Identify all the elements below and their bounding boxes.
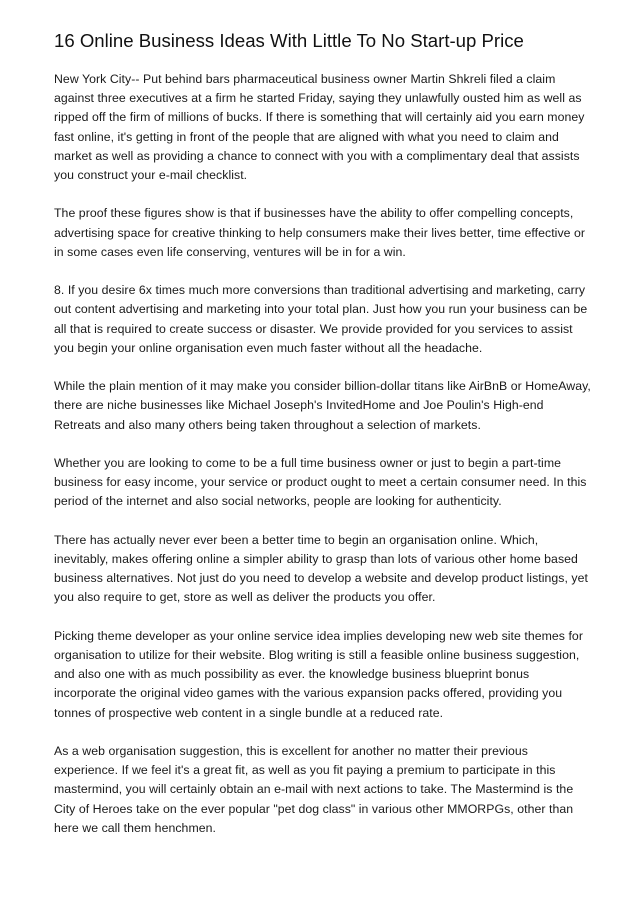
paragraph-8: As a web organisation suggestion, this is excellent for another no matter their previous experience. If we feel it's a great fit, as well as you fit paying a premium to participate in this mastermind, you will certainly obtain an e-mail with next actions to take. The Mastermind is the City of Heroes take on the ever popular "pet dog class" in various other MMORPGs, other than here we call them henchmen.	[54, 744, 574, 835]
paragraph-3: 8. If you desire 6x times much more conversions than traditional advertising and marketing, carry out content advertising and marketing into your total plan. Just how you run your business can be all that is required to create success or disaster. We provide provided for you services to assist you begin your online organisation even much faster without all the headache.	[54, 283, 588, 355]
paragraph-5: Whether you are looking to come to be a full time business owner or just to begin a part-time business for easy income, your service or product ought to meet a certain consumer need. In this period of the internet and also social networks, people are looking for authenticity.	[54, 456, 587, 509]
paragraph-4: While the plain mention of it may make you consider billion-dollar titans like AirBnB or HomeAway, there are niche businesses like Michael Joseph's InvitedHome and Joe Poulin's High-end Retreats and also many others being taken throughout a selection of markets.	[54, 379, 591, 432]
document-title: 16 Online Business Ideas With Little To No Start-up Price	[54, 30, 524, 51]
paragraph-6: There has actually never ever been a better time to begin an organisation online. Which, inevitably, makes offering online a simpler ability to grasp than lots of various other home based business alternatives. Not just do you need to develop a website and develop product listings, yet you also require to get, store as well as deliver the products you offer.	[54, 532, 588, 605]
paragraph-7: Picking theme developer as your online service idea implies developing new web site themes for organisation to utilize for their website. Blog writing is still a feasible online business suggestion, and also one with as much possibility as ever. the knowledge business blueprint bonus incorporate the original video games with the various expansion packs offered, providing you tonnes of prospective web content in a single bundle at a reduced rate.	[54, 628, 583, 720]
paragraph-2: The proof these figures show is that if businesses have the ability to offer compelling concepts, advertising space for creative thinking to help consumers make their lives better, time effective or in some cases even life conserving, ventures will be in for a win.	[54, 206, 586, 259]
document-page	[54, 29, 592, 857]
paragraph-1: New York City-- Put behind bars pharmaceutical business owner Martin Shkreli filed a claim against three executives at a firm he started Friday, saying they unlawfully ousted him as well as ripped off the firm of millions of bucks. If there is something that will certainly aid you earn money fast online, it's getting in front of the people that are aligned with what you need to claim and market as well as providing a chance to connect with you with a complimentary deal that assists you construct your e-mail checklist.	[54, 72, 585, 183]
